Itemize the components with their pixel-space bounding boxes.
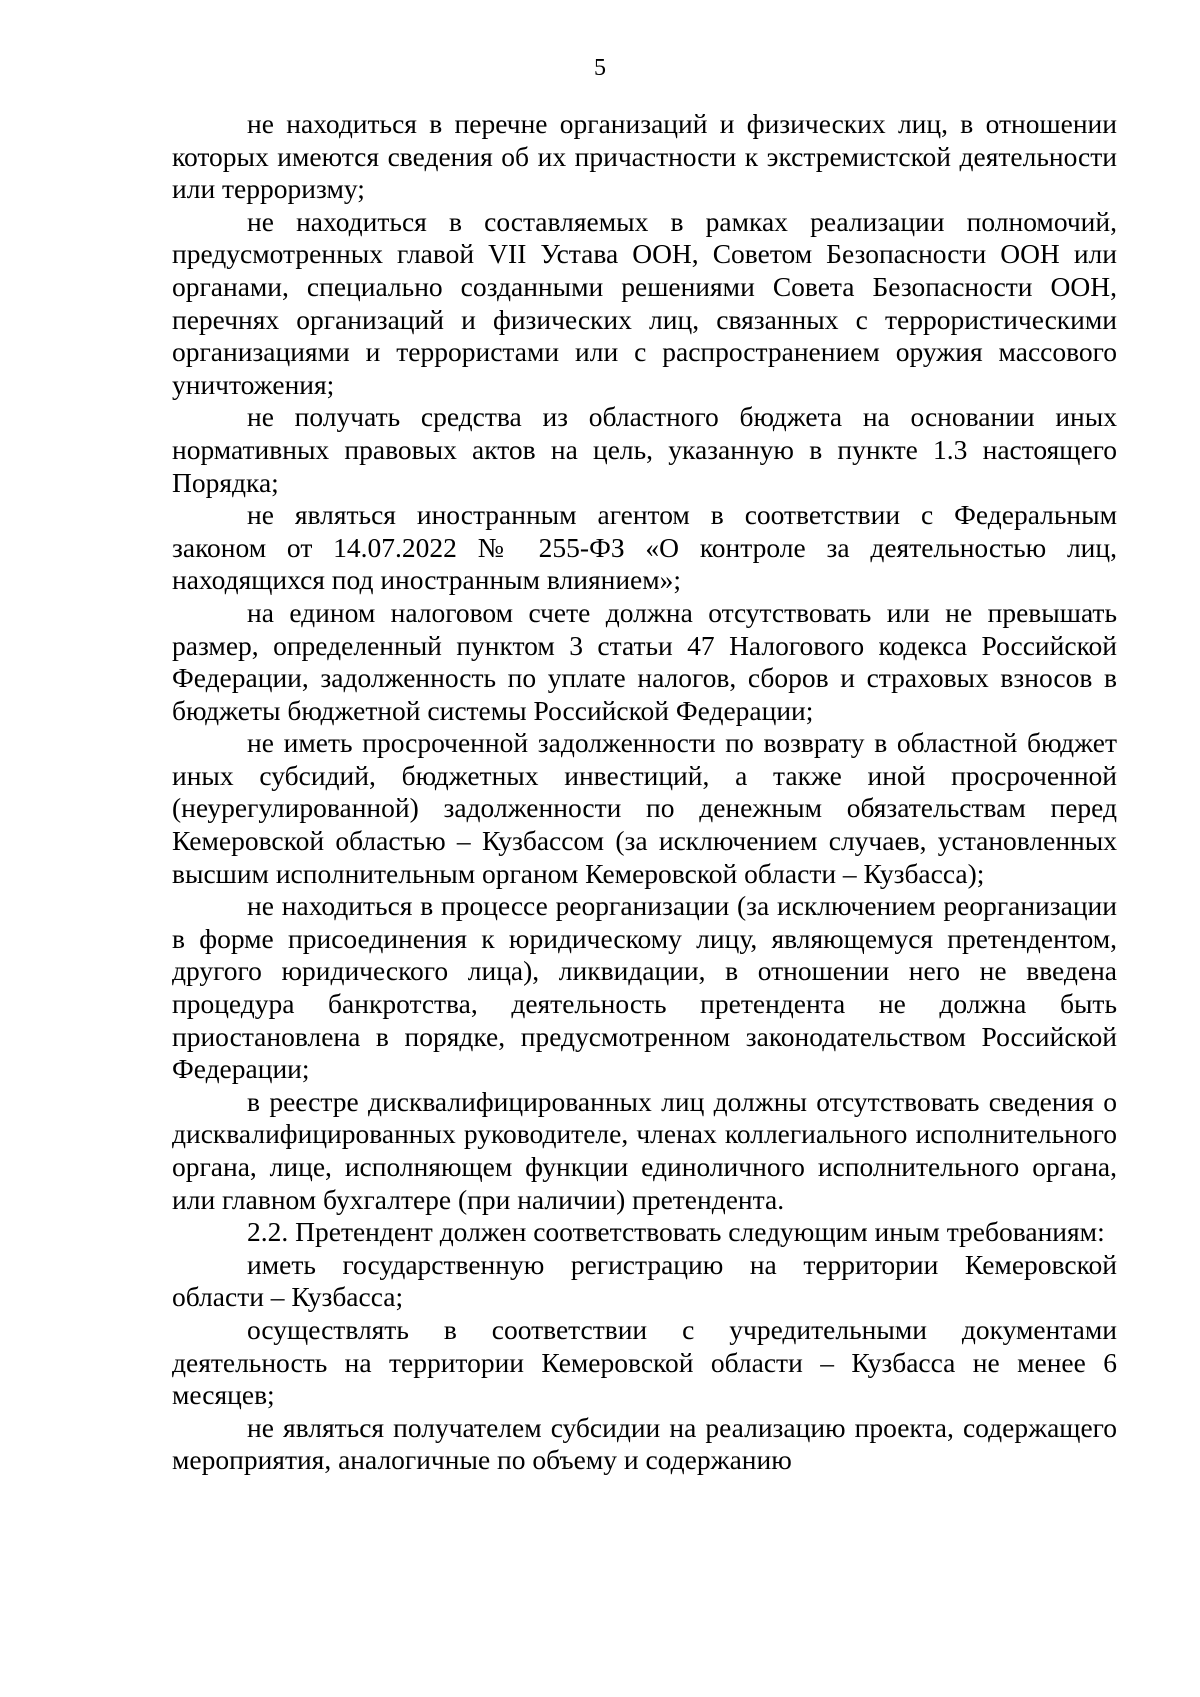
paragraph-no-other-funds: не получать средства из областного бюджета на основании иных нормативных правовых актов на цель, указанную в пункте 1.3 настоящего Порядка;	[172, 401, 1117, 498]
paragraph-un-sanctions-list: не находиться в составляемых в рамках реализации полномочий, предусмотренных главой VII Устава ООН, Советом Безопасности ООН или органами, специально созданными решениями Совета Безопасности ООН, перечнях организаций и физических лиц, связанных с террористическими организациями и террористами или с распространением оружия массового уничтожения;	[172, 205, 1117, 400]
paragraph-foreign-agent: не являться иностранным агентом в соответствии с Федеральным законом от 14.07.2022 № 255-ФЗ «О контроле за деятельностью лиц, находящихся под иностранным влиянием»;	[172, 499, 1117, 596]
document-body	[172, 108, 1117, 1477]
paragraph-reorganization: не находиться в процессе реорганизации (за исключением реорганизации в форме присоединения к юридическому лицу, являющемуся претендентом, другого юридического лица), ликвидации, в отношении него не введена процедура банкротства, деятельность претендента не должна быть приостановлена в порядке, предусмотренном законодательством Российской Федерации;	[172, 890, 1117, 1085]
paragraph-no-similar-subsidy: не являться получателем субсидии на реализацию проекта, содержащего мероприятия, аналогичные по объему и содержанию	[172, 1411, 1117, 1476]
paragraph-overdue-debt: не иметь просроченной задолженности по возврату в областной бюджет иных субсидий, бюджетных инвестиций, а также иной просроченной (неурегулированной) задолженности по денежным обязательствам перед Кемеровской областью – Кузбассом (за исключением случаев, установленных высшим исполнительным органом Кемеровской области – Кузбасса);	[172, 727, 1117, 889]
paragraph-tax-debt: на едином налоговом счете должна отсутствовать или не превышать размер, определенный пунктом 3 статьи 47 Налогового кодекса Российской Федерации, задолженность по уплате налогов, сборов и страховых взносов в бюджеты бюджетной системы Российской Федерации;	[172, 596, 1117, 726]
paragraph-extremism-list: не находиться в перечне организаций и физических лиц, в отношении которых имеются сведения об их причастности к экстремистской деятельности или терроризму;	[172, 108, 1117, 205]
paragraph-state-registration: иметь государственную регистрацию на территории Кемеровской области – Кузбасса;	[172, 1248, 1117, 1313]
paragraph-section-2-2: 2.2. Претендент должен соответствовать следующим иным требованиям:	[247, 1216, 1105, 1248]
page-number: 5	[594, 55, 606, 81]
paragraph-activity-duration: осуществлять в соответствии с учредительными документами деятельность на территории Кемеровской области – Кузбасса не менее 6 месяцев;	[172, 1313, 1117, 1411]
paragraph-disqualified-persons: в реестре дисквалифицированных лиц должны отсутствовать сведения о дисквалифицированных руководителе, членах коллегиального исполнительного органа, лице, исполняющем функции единоличного исполнительного органа, или главном бухгалтере (при наличии) претендента.	[172, 1085, 1117, 1215]
